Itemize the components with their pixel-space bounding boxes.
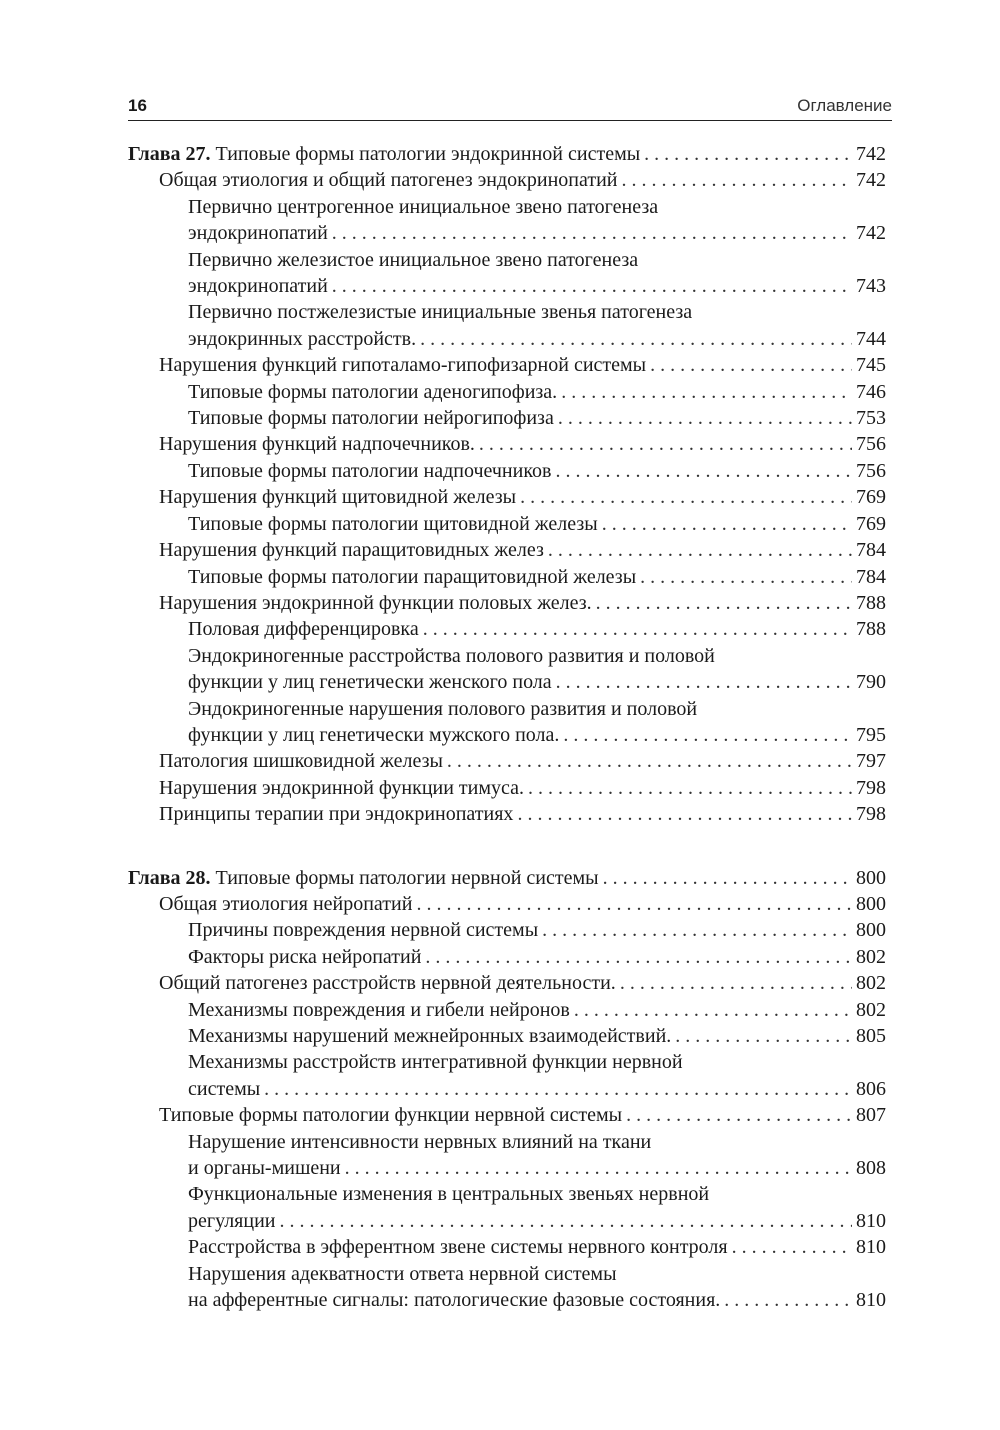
toc-entry-text <box>188 722 559 748</box>
toc-entry-line <box>188 1181 886 1207</box>
toc-entry-line <box>159 352 886 378</box>
toc-page-number: 802 <box>856 945 886 968</box>
toc-entry-line <box>188 273 886 299</box>
toc-entry[interactable] <box>128 775 886 801</box>
toc-entry[interactable] <box>128 891 886 917</box>
dot-leader <box>264 1076 852 1102</box>
toc-entry[interactable] <box>128 1129 886 1182</box>
toc-entry-line <box>159 167 886 193</box>
toc-entry[interactable] <box>128 696 886 749</box>
toc-entry-title: Функциональные изменения в центральных звеньях нервной <box>188 1183 710 1206</box>
toc-page-number: 800 <box>856 919 886 942</box>
toc-entry[interactable] <box>128 590 886 616</box>
toc-entry-title: Механизмы повреждения и гибели нейронов <box>188 998 570 1021</box>
toc-entry-title: системы <box>188 1077 261 1100</box>
toc-entry-title: Нарушения эндокринной функции половых желез. <box>159 591 592 614</box>
toc-page-number: 743 <box>856 275 886 298</box>
toc-entry[interactable] <box>128 970 886 996</box>
toc-page-number: 798 <box>856 803 886 826</box>
toc-entry-title: эндокринных расстройств. <box>188 327 417 350</box>
dot-leader <box>332 273 852 299</box>
toc-entry-title: функции у лиц генетически мужского пола. <box>188 723 560 746</box>
toc-entry-line <box>188 194 886 220</box>
toc-entry-line <box>188 247 886 273</box>
toc-entry[interactable] <box>128 484 886 510</box>
toc-entry-title: и органы-мишени <box>188 1157 341 1180</box>
toc-entry-text <box>188 405 554 431</box>
toc-entry-line <box>188 299 886 325</box>
dot-leader <box>517 801 852 827</box>
toc-entry[interactable] <box>128 1234 886 1260</box>
dot-leader <box>644 141 852 167</box>
toc-page-number: 806 <box>856 1077 886 1100</box>
toc-page-number: 742 <box>856 222 886 245</box>
toc-entry-title: Эндокриногенные расстройства полового развития и половой <box>188 644 715 667</box>
toc-page-number: 769 <box>856 486 886 509</box>
toc-page-number: 744 <box>856 327 886 350</box>
dot-leader <box>556 669 852 695</box>
toc-page-number: 790 <box>856 671 886 694</box>
dot-leader <box>626 1102 852 1128</box>
toc-entry-line <box>128 141 886 167</box>
toc-entry-text <box>188 1234 728 1260</box>
dot-leader <box>542 917 852 943</box>
toc-entry-title: Принципы терапии при эндокринопатиях <box>159 803 514 826</box>
toc-entry-line <box>188 511 886 537</box>
toc-entry-title: Нарушения эндокринной функции тимуса. <box>159 776 525 799</box>
dot-leader <box>640 564 852 590</box>
toc-entry-line <box>159 537 886 563</box>
toc-entry-text <box>188 511 598 537</box>
toc-page-number: 742 <box>856 169 886 192</box>
toc-entry-line <box>188 405 886 431</box>
toc-page-number: 788 <box>856 618 886 641</box>
toc-entry-title: Типовые формы патологии нейрогипофиза <box>188 407 554 430</box>
toc-entry-title: Механизмы расстройств интегративной функции нервной <box>188 1051 683 1074</box>
toc-entry-line <box>159 748 886 774</box>
dot-leader <box>602 511 852 537</box>
toc-entry[interactable] <box>128 405 886 431</box>
toc-entry[interactable] <box>128 458 886 484</box>
toc-entry-text <box>188 196 658 218</box>
dot-leader <box>528 775 852 801</box>
toc-page-number: 769 <box>856 512 886 535</box>
toc-entry-text <box>188 645 715 667</box>
toc-entry-line <box>159 1102 886 1128</box>
toc-entry-text <box>188 564 636 590</box>
toc-page-number: 746 <box>856 380 886 403</box>
chapter-number: Глава 27. <box>128 143 211 165</box>
toc-entry-title: функции у лиц генетически женского пола <box>188 671 552 694</box>
toc-entry-line <box>128 865 886 891</box>
toc-page-number: 810 <box>856 1289 886 1312</box>
toc-page-number: 756 <box>856 433 886 456</box>
toc-entry-title: Типовые формы патологии надпочечников <box>188 459 552 482</box>
toc-entry-text <box>159 537 544 563</box>
toc-entry-title: Расстройства в эфферентном звене системы нервного контроля <box>188 1236 728 1259</box>
toc-entry-text <box>188 917 538 943</box>
dot-leader <box>520 484 852 510</box>
toc-entry[interactable] <box>128 944 886 970</box>
toc-entry-text <box>188 326 416 352</box>
dot-leader <box>556 458 853 484</box>
toc-entry-line <box>188 997 886 1023</box>
toc-entry-text <box>188 669 552 695</box>
toc-entry-title: Нарушения адекватности ответа нервной системы <box>188 1262 617 1285</box>
toc-entry-line <box>188 564 886 590</box>
toc-entry-text <box>159 1102 622 1128</box>
toc-entry-line <box>188 616 886 642</box>
running-title: Оглавление <box>797 96 892 115</box>
toc-entry[interactable] <box>128 379 886 405</box>
toc-entry-title: эндокринопатий <box>188 222 328 245</box>
toc-entry-text <box>188 1263 617 1285</box>
toc-page-number: 807 <box>856 1104 886 1127</box>
toc-chapter-entry[interactable] <box>128 141 886 167</box>
toc-entry-text <box>159 484 516 510</box>
toc-entry-line <box>188 1023 886 1049</box>
toc-entry[interactable] <box>128 1049 886 1102</box>
toc-entry-text <box>159 590 592 616</box>
dot-leader <box>561 379 852 405</box>
toc-entry-line <box>188 1287 886 1313</box>
dot-leader <box>650 352 852 378</box>
toc-entry-text <box>188 698 697 720</box>
toc-entry-title: Нарушения функций щитовидной железы <box>159 486 517 509</box>
toc-entry[interactable] <box>128 194 886 247</box>
toc-entry[interactable] <box>128 997 886 1023</box>
toc-entry-text <box>188 301 692 323</box>
toc-entry-text <box>188 944 421 970</box>
dot-leader <box>620 970 852 996</box>
toc-entry-text <box>159 748 443 774</box>
dot-leader <box>558 405 852 431</box>
toc-entry-line <box>159 801 886 827</box>
dot-leader <box>548 537 852 563</box>
dot-leader <box>732 1234 852 1260</box>
toc-entry[interactable] <box>128 537 886 563</box>
toc-entry-text <box>188 273 328 299</box>
toc-entry-title: Первично железистое инициальное звено патогенеза <box>188 248 639 271</box>
toc-entry-line <box>159 590 886 616</box>
toc-entry-line <box>188 696 886 722</box>
toc-entry-line <box>188 1261 886 1287</box>
toc-page-number: 788 <box>856 591 886 614</box>
toc-entry-line <box>188 1129 886 1155</box>
toc-entry[interactable] <box>128 511 886 537</box>
toc-entry[interactable] <box>128 431 886 457</box>
toc-entry-text <box>159 167 618 193</box>
toc-entry-text <box>128 141 640 167</box>
toc-entry-line <box>188 722 886 748</box>
toc-entry-text <box>159 775 524 801</box>
toc-entry-title: на афферентные сигналы: патологические фазовые состояния. <box>188 1289 721 1312</box>
toc-entry-text <box>188 997 570 1023</box>
toc-entry-title: Типовые формы патологии щитовидной железы <box>188 512 598 535</box>
dot-leader <box>332 220 852 246</box>
toc-entry-line <box>188 326 886 352</box>
toc-entry-line <box>188 1208 886 1234</box>
dot-leader <box>563 722 852 748</box>
toc-page-number: 810 <box>856 1209 886 1232</box>
toc-entry-line <box>159 431 886 457</box>
toc-entry-line <box>188 379 886 405</box>
toc-entry-line <box>188 458 886 484</box>
toc-entry-text <box>188 220 328 246</box>
toc-entry-title: Нарушение интенсивности нервных влияний на ткани <box>188 1130 652 1153</box>
dot-leader <box>724 1287 852 1313</box>
toc-entry[interactable] <box>128 1102 886 1128</box>
toc-page-number: 756 <box>856 459 886 482</box>
toc-entry-title: Факторы риска нейропатий <box>188 945 422 968</box>
toc-entry-title: Типовые формы патологии функции нервной системы <box>159 1104 623 1127</box>
toc-page-number: 810 <box>856 1236 886 1259</box>
dot-leader <box>416 891 852 917</box>
toc-entry[interactable] <box>128 247 886 300</box>
toc-entry-line <box>159 775 886 801</box>
toc-entry[interactable] <box>128 1181 886 1234</box>
toc-entry-line <box>188 1155 886 1181</box>
toc-entry[interactable] <box>128 564 886 590</box>
toc-page-number: 745 <box>856 354 886 377</box>
toc-page-number: 802 <box>856 972 886 995</box>
toc-entry-title: Нарушения функций гипоталамо-гипофизарной системы <box>159 354 647 377</box>
toc-page-number: 805 <box>856 1025 886 1047</box>
dot-leader <box>447 748 852 774</box>
toc-entry[interactable] <box>128 616 886 642</box>
toc-entry-text <box>188 1131 651 1153</box>
toc-entry-title: Механизмы нарушений межнейронных взаимодействий. <box>188 1025 672 1047</box>
dot-leader <box>423 616 852 642</box>
toc-entry-text <box>188 1208 276 1234</box>
dot-leader <box>596 590 852 616</box>
toc-page-number: 808 <box>856 1157 886 1180</box>
toc-entry-text <box>188 1076 260 1102</box>
toc-page-number: 798 <box>856 776 886 799</box>
toc-entry[interactable] <box>128 167 886 193</box>
toc-page-number: 784 <box>856 539 886 562</box>
toc-entry-title: регуляции <box>188 1209 276 1232</box>
toc-page-number: 800 <box>856 866 886 889</box>
toc-entry[interactable] <box>128 643 886 696</box>
toc-entry-title: Первично центрогенное инициальное звено патогенеза <box>188 195 659 218</box>
toc-chapter-entry[interactable] <box>128 865 886 891</box>
toc-entry-text <box>128 865 599 891</box>
toc-entry-text <box>159 801 513 827</box>
toc-entry-text <box>159 352 646 378</box>
dot-leader <box>479 431 852 457</box>
toc-entry-text <box>188 1155 341 1181</box>
toc-page-number: 802 <box>856 998 886 1021</box>
toc-entry-text <box>159 891 412 917</box>
toc-entry-title: Общий патогенез расстройств нервной деятельности. <box>159 972 616 995</box>
toc-page-number: 795 <box>856 723 886 746</box>
toc-entry-text <box>188 1023 671 1049</box>
toc-entry-line <box>188 1234 886 1260</box>
toc-entry-line <box>188 917 886 943</box>
toc-entry-title: Первично постжелезистые инициальные звенья патогенеза <box>188 301 693 324</box>
dot-leader <box>425 944 852 970</box>
toc-entry[interactable] <box>128 748 886 774</box>
toc-entry-title: Нарушения функций надпочечников. <box>159 433 475 456</box>
toc-page-number: 784 <box>856 565 886 588</box>
toc-page-number: 753 <box>856 407 886 430</box>
toc-entry[interactable] <box>128 1261 886 1314</box>
toc-entry-line <box>159 891 886 917</box>
toc-page-number: 800 <box>856 892 886 915</box>
toc-entry-title: Типовые формы патологии эндокринной системы <box>215 143 641 165</box>
toc-entry-line <box>188 643 886 669</box>
toc-entry[interactable] <box>128 352 886 378</box>
toc-entry-line <box>188 669 886 695</box>
dot-leader <box>280 1208 853 1234</box>
toc-entry-line <box>188 220 886 246</box>
toc-page-number: 797 <box>856 750 886 773</box>
toc-entry-line <box>159 970 886 996</box>
table-of-contents <box>128 141 886 1313</box>
running-header <box>128 96 892 121</box>
toc-entry-text <box>159 970 616 996</box>
toc-entry[interactable] <box>128 1023 886 1049</box>
toc-entry-text <box>188 616 419 642</box>
page-number: 16 <box>128 96 147 115</box>
dot-leader <box>675 1023 852 1049</box>
toc-entry-line <box>188 1049 886 1075</box>
toc-entry-text <box>188 379 557 405</box>
toc-page-number: 742 <box>856 143 886 165</box>
toc-entry[interactable] <box>128 299 886 352</box>
toc-entry-text <box>188 1287 720 1313</box>
dot-leader <box>574 997 852 1023</box>
toc-entry-title: Нарушения функций паращитовидных желез <box>159 539 544 562</box>
toc-entry-line <box>159 484 886 510</box>
toc-entry-title: Типовые формы патологии аденогипофиза. <box>188 380 558 403</box>
toc-entry-line <box>188 1076 886 1102</box>
toc-entry-title: Типовые формы патологии нервной системы <box>215 866 599 889</box>
toc-entry-line <box>188 944 886 970</box>
toc-entry-text <box>188 249 638 271</box>
toc-entry-text <box>188 1051 683 1073</box>
toc-entry-title: Общая этиология нейропатий <box>159 892 413 915</box>
toc-entry-title: Общая этиология и общий патогенез эндокринопатий <box>159 169 618 192</box>
toc-entry-text <box>188 458 552 484</box>
dot-leader <box>420 326 852 352</box>
toc-entry-text <box>159 431 475 457</box>
toc-entry-title: Причины повреждения нервной системы <box>188 919 539 942</box>
toc-entry[interactable] <box>128 801 886 827</box>
toc-entry-title: Типовые формы патологии паращитовидной железы <box>188 565 637 588</box>
toc-entry-title: Половая дифференцировка <box>188 618 419 641</box>
dot-leader <box>345 1155 852 1181</box>
dot-leader <box>622 167 852 193</box>
dot-leader <box>603 865 852 891</box>
toc-entry-title: Патология шишковидной железы <box>159 750 443 773</box>
toc-entry-title: Эндокриногенные нарушения полового развития и половой <box>188 697 698 720</box>
chapter-number: Глава 28. <box>128 866 211 889</box>
toc-entry-title: эндокринопатий <box>188 275 328 298</box>
toc-entry[interactable] <box>128 917 886 943</box>
toc-entry-text <box>188 1183 709 1205</box>
